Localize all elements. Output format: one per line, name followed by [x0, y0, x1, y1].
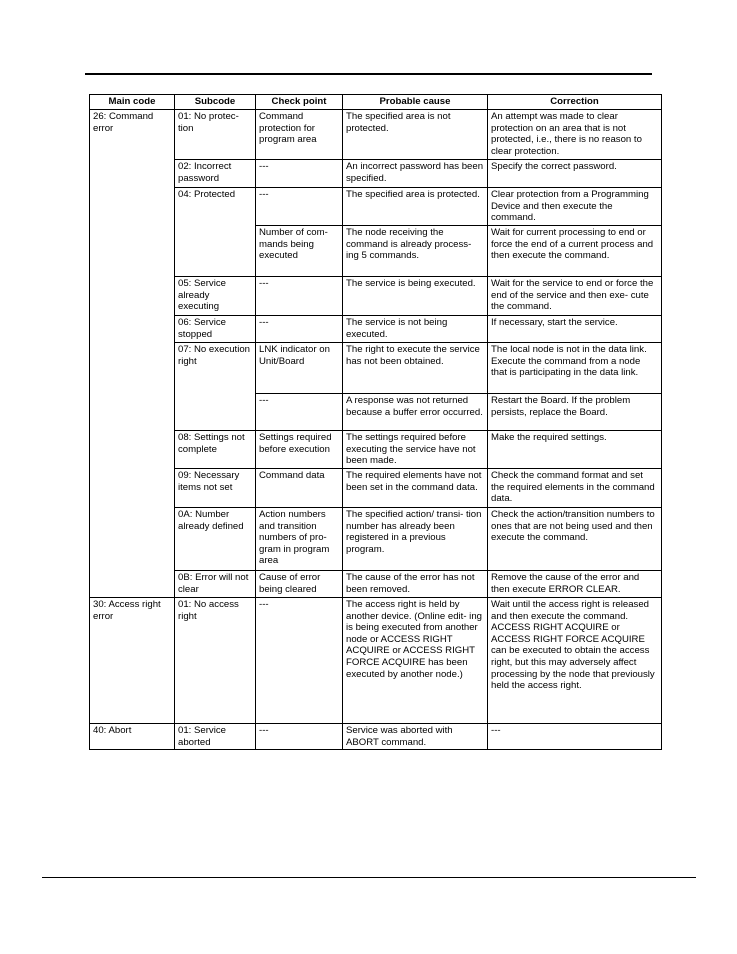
probable-cause-cell: The required elements have not been set in the command data. — [343, 469, 488, 508]
check-point-cell: --- — [256, 316, 343, 343]
correction-cell: Remove the cause of the error and then execute ERROR CLEAR. — [488, 571, 662, 598]
table-row — [90, 508, 662, 571]
bottom-rule — [42, 877, 696, 878]
correction-cell: Specify the correct password. — [488, 160, 662, 188]
correction-cell: Wait for the service to end or force the end of the service and then exe- cute the command. — [488, 277, 662, 316]
top-rule — [85, 73, 652, 75]
table-row — [90, 571, 662, 598]
probable-cause-cell: The specified action/ transi- tion number has already been registered in a previous program. — [343, 508, 488, 571]
table-row — [90, 431, 662, 469]
check-point-cell: Number of com- mands being executed — [256, 226, 343, 277]
probable-cause-cell: A response was not returned because a buffer error occurred. — [343, 394, 488, 431]
table-row — [90, 316, 662, 343]
correction-cell: An attempt was made to clear protection on an area that is not protected, i.e., there is no reason to clear protection. — [488, 110, 662, 160]
table-row — [90, 343, 662, 394]
check-point-cell: Cause of error being cleared — [256, 571, 343, 598]
header-main-code: Main code — [90, 95, 175, 110]
probable-cause-cell: The specified area is protected. — [343, 188, 488, 226]
correction-cell: If necessary, start the service. — [488, 316, 662, 343]
correction-cell: The local node is not in the data link. Execute the command from a node that is participating in the data link. — [488, 343, 662, 394]
probable-cause-cell: The access right is held by another device. (Online edit- ing is being executed from another node or ACCESS RIGHT ACQUIRE or ACCESS RIGHT FORCE ACQUIRE has been executed by another node.) — [343, 598, 488, 724]
correction-cell: Wait for current processing to end or force the end of a current process and then execute the command. — [488, 226, 662, 277]
correction-cell — [488, 598, 662, 724]
correction-cell: Check the command format and set the required elements in the command data. — [488, 469, 662, 508]
subcode-cell: 06: Service stopped — [175, 316, 256, 343]
correction-cell: Clear protection from a Programming Device and then execute the command. — [488, 188, 662, 226]
check-point-cell: --- — [256, 277, 343, 316]
correction-cell: Check the action/transition numbers to ones that are not being used and then execute the command. — [488, 508, 662, 571]
header-probable-cause: Probable cause — [343, 95, 488, 110]
subcode-cell: 05: Service already executing — [175, 277, 256, 316]
check-point-cell: --- — [256, 160, 343, 188]
check-point-cell: LNK indicator on Unit/Board — [256, 343, 343, 394]
probable-cause-cell: The service is being executed. — [343, 277, 488, 316]
probable-cause-cell: The right to execute the service has not been obtained. — [343, 343, 488, 394]
table-header-row — [90, 95, 662, 110]
check-point-cell: --- — [256, 724, 343, 750]
check-point-cell: --- — [256, 188, 343, 226]
table-row — [90, 724, 662, 750]
subcode-cell: 09: Necessary items not set — [175, 469, 256, 508]
correction-cell: --- — [488, 724, 662, 750]
table-row — [90, 188, 662, 226]
check-point-cell: Action numbers and transition numbers of pro- gram in program area — [256, 508, 343, 571]
check-point-cell: Command protection for program area — [256, 110, 343, 160]
subcode-cell: 0B: Error will not clear — [175, 571, 256, 598]
subcode-cell: 02: Incorrect password — [175, 160, 256, 188]
table-row — [90, 110, 662, 160]
table-row — [90, 469, 662, 508]
correction-cell: Make the required settings. — [488, 431, 662, 469]
check-point-cell: --- — [256, 394, 343, 431]
error-code-table — [89, 94, 662, 750]
probable-cause-cell: The specified area is not protected. — [343, 110, 488, 160]
subcode-cell: 04: Protected — [175, 188, 256, 277]
table-row — [90, 598, 662, 724]
probable-cause-cell: An incorrect password has been specified. — [343, 160, 488, 188]
subcode-cell: 01: Service aborted — [175, 724, 256, 750]
subcode-cell: 01: No access right — [175, 598, 256, 724]
probable-cause-cell: Service was aborted with ABORT command. — [343, 724, 488, 750]
subcode-cell: 08: Settings not complete — [175, 431, 256, 469]
main-code-cell: 40: Abort — [90, 724, 175, 750]
probable-cause-cell: The cause of the error has not been removed. — [343, 571, 488, 598]
check-point-cell: Settings required before execution — [256, 431, 343, 469]
table-row — [90, 277, 662, 316]
main-code-cell: 30: Access right error — [90, 598, 175, 724]
probable-cause-cell: The settings required before executing the service have not been made. — [343, 431, 488, 469]
header-check-point: Check point — [256, 95, 343, 110]
main-code-cell: 26: Command error — [90, 110, 175, 598]
table-row — [90, 160, 662, 188]
correction-cell: Restart the Board. If the problem persists, replace the Board. — [488, 394, 662, 431]
correction-paragraph: Wait until the access right is released and then execute the command. — [491, 599, 650, 622]
probable-cause-cell: The node receiving the command is already process- ing 5 commands. — [343, 226, 488, 277]
subcode-cell: 01: No protec- tion — [175, 110, 256, 160]
correction-paragraph: ACCESS RIGHT ACQUIRE or ACCESS RIGHT FORCE ACQUIRE can be executed to obtain the access right, but this may adversely affect processing by the node that previously held the access right. — [491, 622, 655, 692]
subcode-cell: 07: No execution right — [175, 343, 256, 431]
subcode-cell: 0A: Number already defined — [175, 508, 256, 571]
check-point-cell: Command data — [256, 469, 343, 508]
header-correction: Correction — [488, 95, 662, 110]
probable-cause-cell: The service is not being executed. — [343, 316, 488, 343]
header-subcode: Subcode — [175, 95, 256, 110]
check-point-cell: --- — [256, 598, 343, 724]
